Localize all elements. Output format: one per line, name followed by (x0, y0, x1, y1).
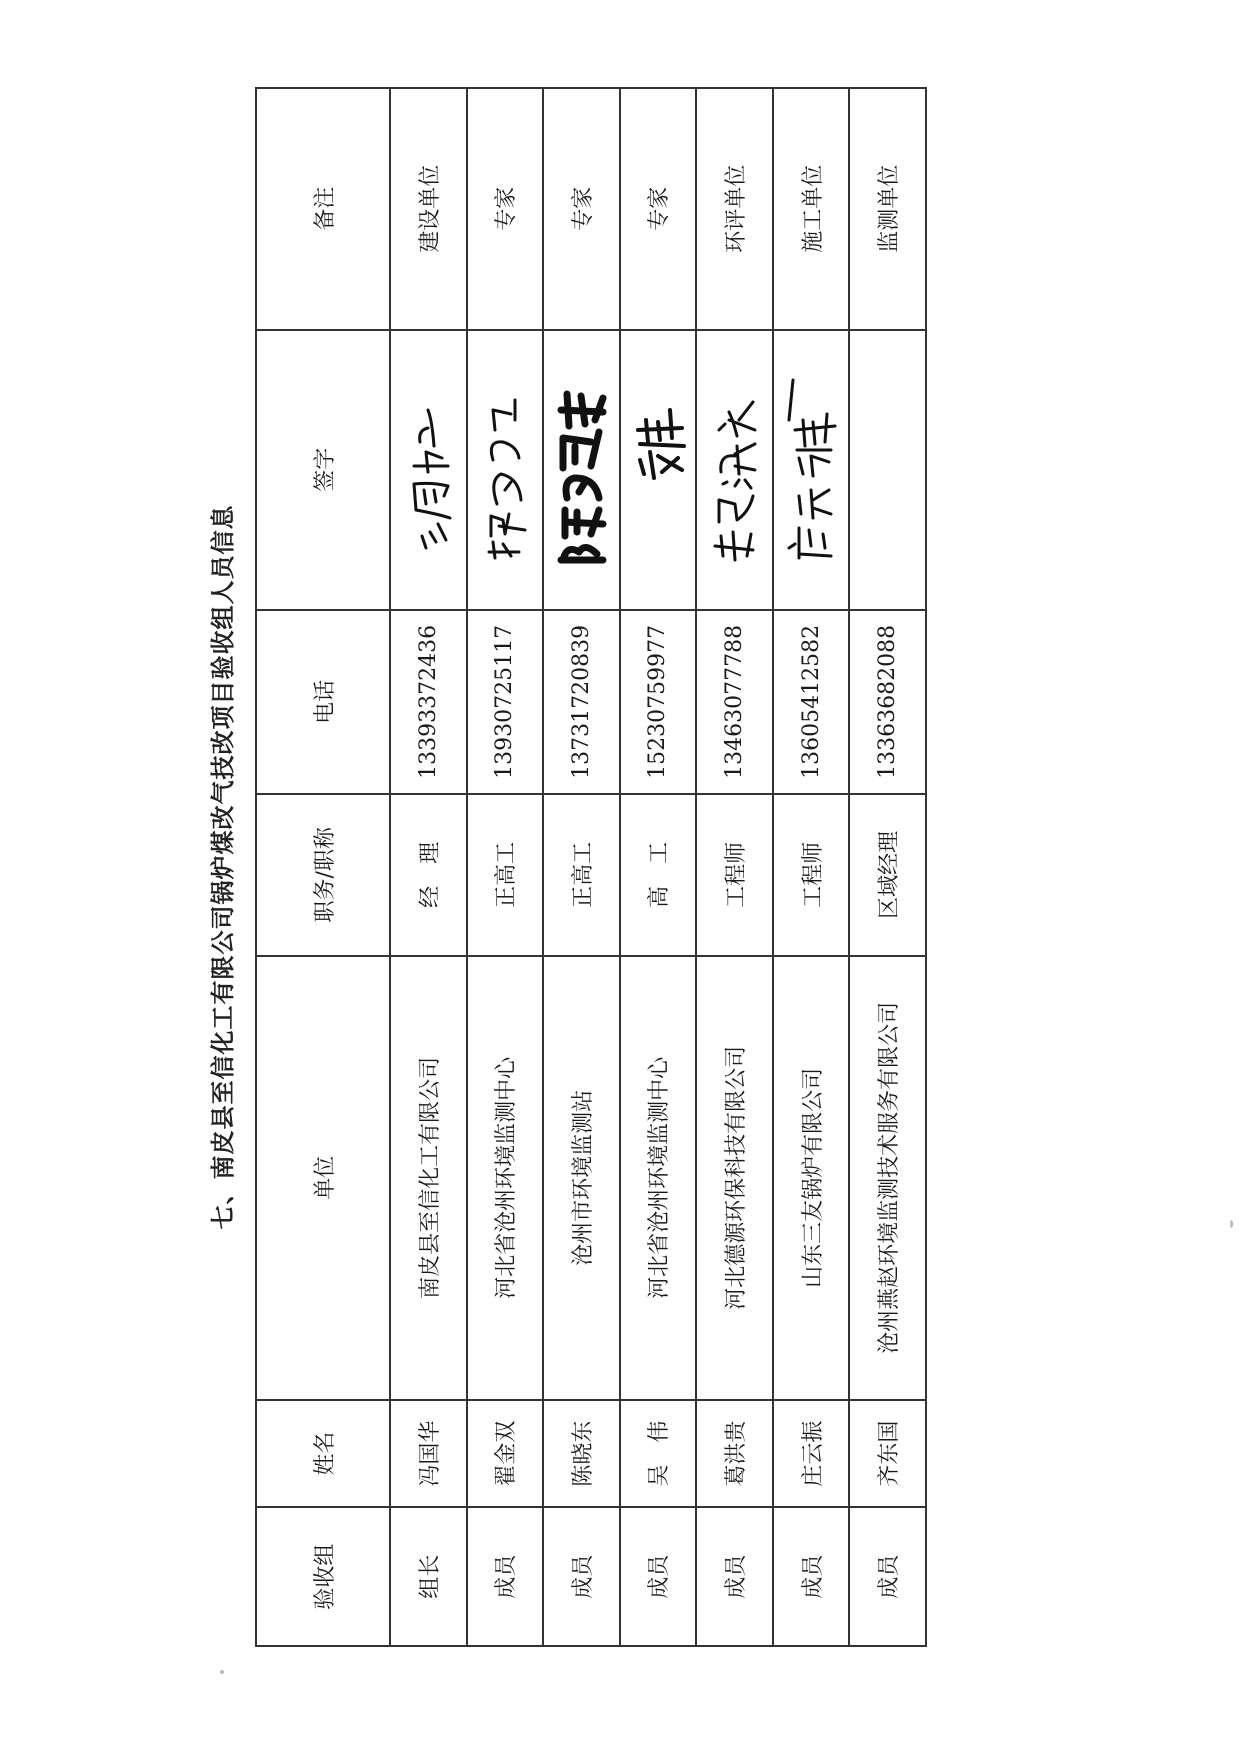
header-unit: 单位 (256, 956, 390, 1400)
cell-unit: 沧州市环境监测站 (543, 956, 620, 1400)
cell-phone: 13605412582 (773, 610, 850, 794)
cell-unit: 山东三友锅炉有限公司 (773, 956, 850, 1400)
cell-name: 陈晓东 (543, 1400, 620, 1508)
table-row (390, 88, 467, 1646)
cell-group: 成员 (696, 1507, 773, 1646)
cell-group: 成员 (620, 1507, 697, 1646)
cell-signature (620, 330, 697, 610)
cell-note: 施工单位 (773, 88, 850, 330)
cell-unit: 河北德源环保科技有限公司 (696, 956, 773, 1400)
cell-phone: 13463077788 (696, 610, 773, 794)
rotated-content (193, 87, 1240, 1647)
handwritten-signature (705, 370, 765, 570)
header-phone: 电话 (256, 610, 390, 794)
table-row (467, 88, 544, 1646)
cell-title: 高 工 (620, 794, 697, 956)
cell-phone: 13731720839 (543, 610, 620, 794)
cell-unit: 河北省沧州环境监测中心 (467, 956, 544, 1400)
cell-phone: 13363682088 (849, 610, 926, 794)
cell-name: 齐东国 (849, 1400, 926, 1508)
cell-signature-empty (849, 330, 926, 610)
cell-phone: 13930725117 (467, 610, 544, 794)
cell-phone: 13393372436 (390, 610, 467, 794)
table-row (696, 88, 773, 1646)
table-row (620, 88, 697, 1646)
cell-name: 冯国华 (390, 1400, 467, 1508)
cell-phone: 15230759977 (620, 610, 697, 794)
handwritten-signature (475, 370, 535, 570)
cell-title: 经 理 (390, 794, 467, 956)
cell-group: 组长 (390, 1507, 467, 1646)
cell-unit: 沧州燕赵环境监测技术服务有限公司 (849, 956, 926, 1400)
table-row (849, 88, 926, 1646)
handwritten-signature (551, 370, 611, 570)
cell-note: 建设单位 (390, 88, 467, 330)
cell-unit: 南皮县至信化工有限公司 (390, 956, 467, 1400)
cell-name: 庄云振 (773, 1400, 850, 1508)
cell-group: 成员 (543, 1507, 620, 1646)
header-name: 姓名 (256, 1400, 390, 1508)
acceptance-team-table (255, 87, 927, 1647)
cell-signature (390, 330, 467, 610)
cell-name: 翟金双 (467, 1400, 544, 1508)
handwritten-signature (781, 370, 841, 570)
header-note: 备注 (256, 88, 390, 330)
cell-group: 成员 (773, 1507, 850, 1646)
header-signature: 签字 (256, 330, 390, 610)
cell-note: 监测单位 (849, 88, 926, 330)
scan-speck (220, 1670, 224, 1674)
cell-note: 专家 (467, 88, 544, 330)
cell-signature (773, 330, 850, 610)
table-row (773, 88, 850, 1646)
cell-title: 区域经理 (849, 794, 926, 956)
handwritten-signature (628, 370, 688, 570)
cell-signature (543, 330, 620, 610)
cell-title: 正高工 (543, 794, 620, 956)
cell-name: 葛洪贵 (696, 1400, 773, 1508)
cell-signature (467, 330, 544, 610)
document-title: 七、南皮县至信化工有限公司锅炉煤改气技改项目验收组人员信息 (209, 504, 237, 1230)
cell-note: 专家 (620, 88, 697, 330)
cell-group: 成员 (467, 1507, 544, 1646)
header-title: 职务/职称 (256, 794, 390, 956)
cell-title: 工程师 (696, 794, 773, 956)
cell-name: 吴 伟 (620, 1400, 697, 1508)
handwritten-signature (398, 370, 458, 570)
cell-title: 工程师 (773, 794, 850, 956)
table-header-row (256, 88, 390, 1646)
cell-group: 成员 (849, 1507, 926, 1646)
cell-unit: 河北省沧州环境监测中心 (620, 956, 697, 1400)
table-row (543, 88, 620, 1646)
cell-note: 专家 (543, 88, 620, 330)
cell-signature (696, 330, 773, 610)
cell-title: 正高工 (467, 794, 544, 956)
cell-note: 环评单位 (696, 88, 773, 330)
header-group: 验收组 (256, 1507, 390, 1646)
